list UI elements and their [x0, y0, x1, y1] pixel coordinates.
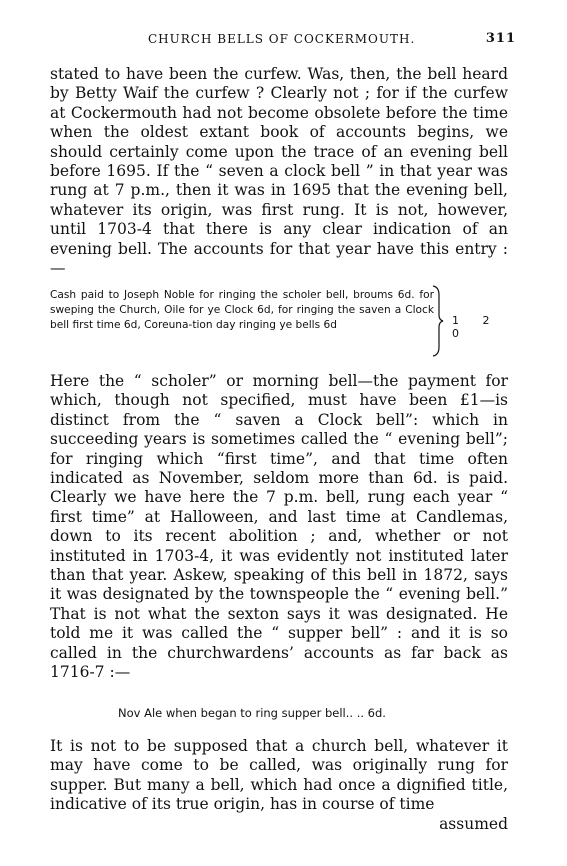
- paragraph-3: [50, 737, 508, 834]
- account-amount: 1 2 0: [452, 314, 500, 340]
- catchword: assumed: [439, 814, 508, 833]
- running-title: CHURCH BELLS OF COCKERMOUTH.: [148, 32, 416, 46]
- paragraph-1: stated to have been the curfew. Was, then, the bell heard by Betty Waif the curfew ? Clearly not ; for if the curfew at Cockermouth had not become obsolete before the time when the oldest extant book of accounts begins, we should certainly come upon the trace of an evening bell before 1695. If the “ seven a clock bell ” in that year was rung at 7 p.m., then it was in 1695 that the evening bell, whatever its origin, was first rung. It is not, however, until 1703-4 that there is any clear indication of an evening bell. The accounts for that year have this entry :—: [50, 65, 508, 278]
- page-number: 311: [485, 31, 516, 46]
- running-header: [52, 32, 520, 52]
- paragraph-3-text: It is not to be supposed that a church bell, whatever it may have come to be called, was originally rung for supper. But many a bell, which had once a dignified title, indicative of its true origin, has in course of time: [50, 737, 508, 814]
- paragraph-2: Here the “ scholer” or morning bell—the payment for which, though not specified, must have been £1—is distinct from the “ saven a Clock bell”: which in succeeding years is sometimes called the “ evening bell”; for ringing which “first time”, and that time often indicated as November, seldom more than 6d. is paid. Clearly we have here the 7 p.m. bell, rung each year “ first time” at Halloween, and last time at Candlemas, down to its recent abolition ; and, whether or not instituted in 1703-4, it was evidently not instituted later than that year. Askew, speaking of this bell in 1872, says it was designated by the townspeople the “ evening bell.” That is not what the sexton says it was designated. He told me it was called the “ supper bell” : and it is so called in the churchwardens’ accounts as far back as 1716-7 :—: [50, 372, 508, 682]
- account-entry: Cash paid to Joseph Noble for ringing the scholer bell, broums 6d. for sweping the Church, Oile for ye Clock 6d, for ringing the saven a Clock bell first time 6d, Coreuna-tion day ringing ye bells 6d: [50, 289, 434, 332]
- right-brace-icon: [432, 285, 444, 357]
- quote-entry: Nov Ale when began to ring supper bell.. .. 6d.: [118, 706, 386, 720]
